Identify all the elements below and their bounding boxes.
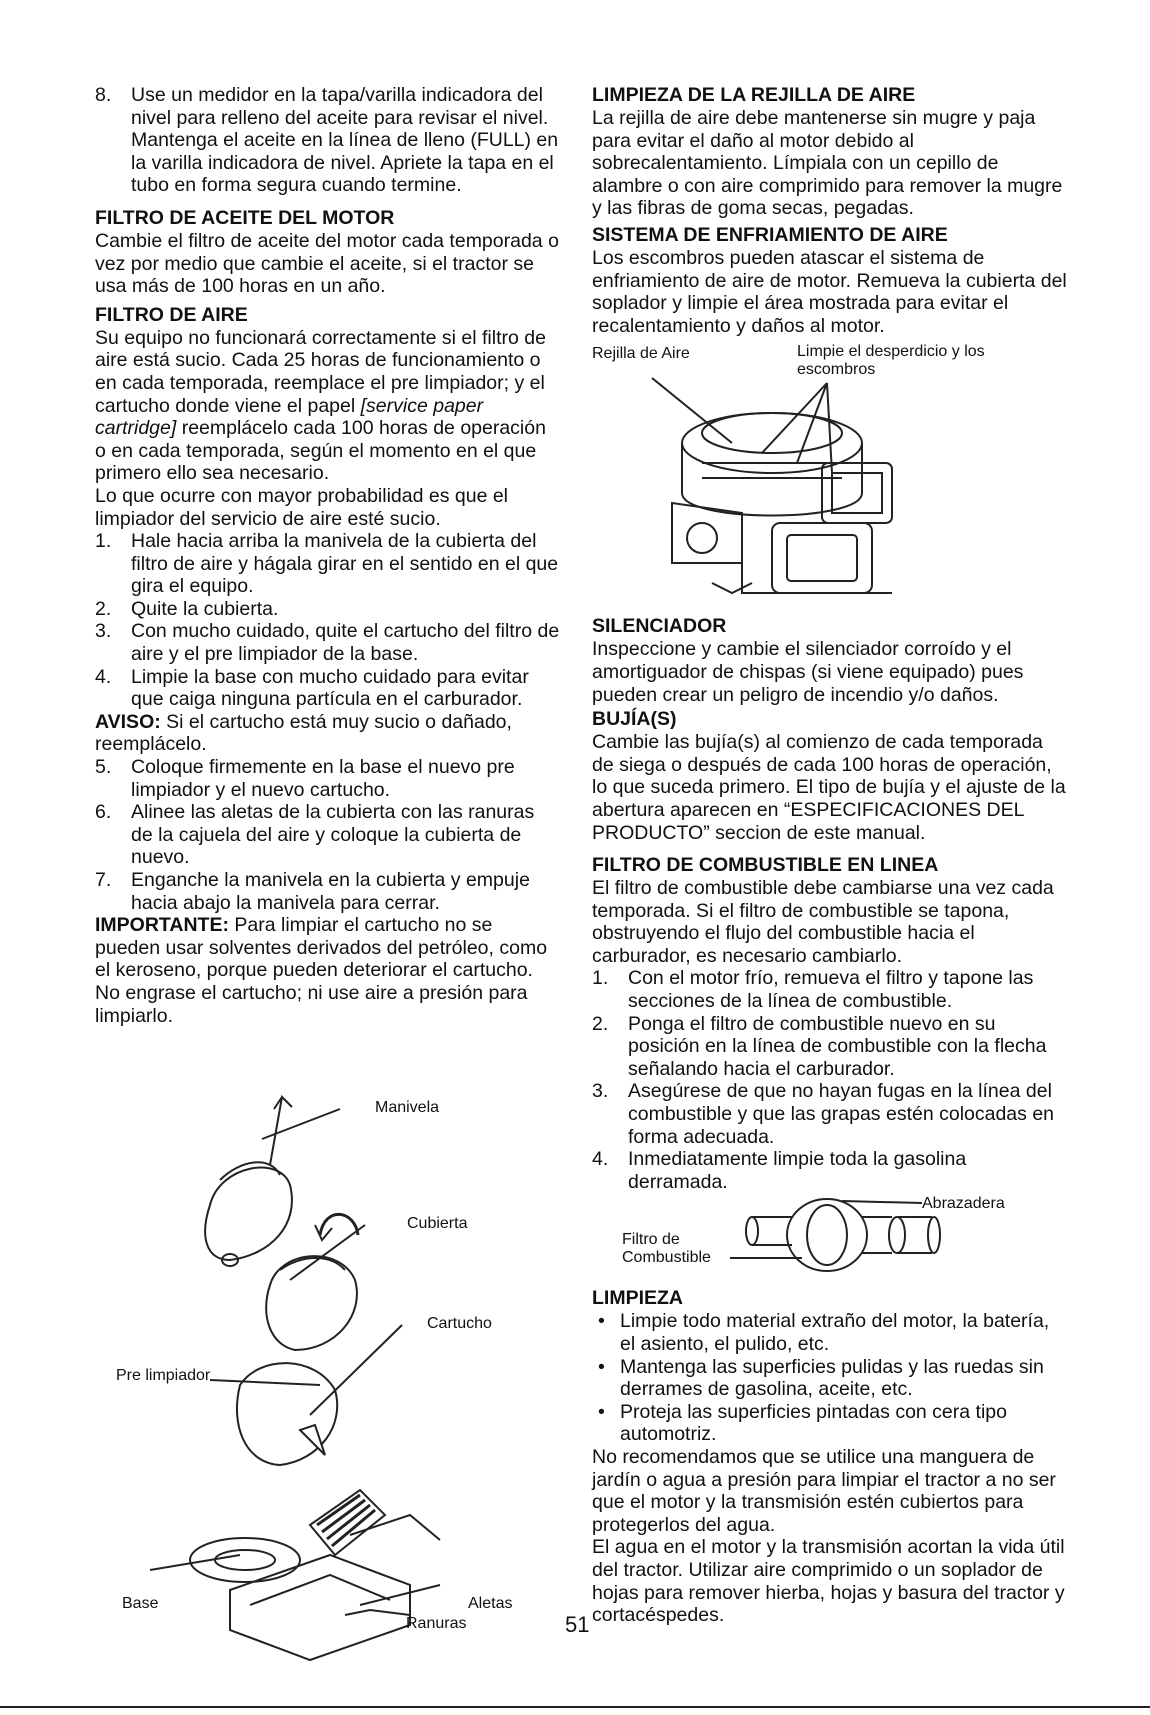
combustible-steps	[592, 967, 1067, 1193]
page-number: 51	[565, 1612, 590, 1637]
step-1: 1. Hale hacia arriba la manivela de la cubierta del filtro de aire y hágala girar en el sentido en el que gira el equipo.	[95, 530, 559, 598]
limpieza-bullet-3: • Proteja las superficies pintadas con cera tipo automotriz.	[598, 1400, 1007, 1446]
importante-note: IMPORTANTE: Para limpiar el cartucho no se pueden usar solventes derivados del petróleo, como el keroseno, porque pueden deteriorar el cartucho. No engrase el cartucho; ni use aire a presión para limpiarlo.	[95, 914, 548, 1027]
limpieza-bullets	[592, 1310, 1067, 1446]
limpieza-text-1: No recomendamos que se utilice una manguera de jardín o agua a presión para limpiar el tractor a no ser que el motor y la transmisión estén cubiertos para protegerlos del agua.	[592, 1445, 1056, 1536]
left-column	[95, 84, 560, 1027]
step-4: 4. Limpie la base con mucho cuidado para evitar que caiga ninguna partícula en el carburador.	[95, 665, 529, 711]
label-filtro-l1: Filtro de	[622, 1231, 680, 1249]
label-abrazadera: Abrazadera	[922, 1195, 1005, 1213]
enfriamiento-heading: SISTEMA DE ENFRIAMIENTO DE AIRE	[592, 223, 948, 246]
oil-filter-heading: FILTRO DE ACEITE DEL MOTOR	[95, 206, 395, 229]
air-filter-steps-b	[95, 756, 560, 914]
bujia-heading: BUJÍA(S)	[592, 708, 677, 731]
label-filtro-l2: Combustible	[622, 1249, 711, 1267]
label-aletas: Aletas	[468, 1595, 513, 1612]
label-base: Base	[122, 1595, 159, 1612]
label-manivela: Manivela	[375, 1099, 440, 1116]
aviso-note: AVISO: Si el cartucho está muy sucio o dañado, reemplácelo.	[95, 710, 512, 756]
label-ranuras: Ranuras	[406, 1615, 467, 1632]
air-filter-text-1: Su equipo no funcionará correctamente si el filtro de aire está sucio. Cada 25 horas de funcionamiento o en cada temporada, reemplace el pre limpiador; y el cartucho donde viene el papel [service paper cartridge] reemplácelo cada 100 horas de operación o en cada temporada, según el momento en el que primero ello sea necesario.	[95, 326, 546, 485]
limpieza-bullet-2: • Mantenga las superficies pulidas y las ruedas sin derrames de gasolina, aceite, etc.	[598, 1355, 1044, 1401]
silenciador-heading: SILENCIADOR	[592, 615, 727, 638]
fuel-step-1: 1. Con el motor frío, remueva el filtro y tapone las secciones de la línea de combustible.	[592, 967, 1034, 1013]
silenciador-text: Inspeccione y cambie el silenciador corroído y el amortiguador de chispas (si viene equipado) pues pueden crear un peligro de incendio y/o daños.	[592, 638, 1024, 706]
fuel-step-3: 3. Asegúrese de que no hayan fugas en la línea del combustible y que las grapas estén colocadas en forma adecuada.	[592, 1080, 1055, 1148]
air-filter-steps-a	[95, 530, 560, 711]
label-cartucho: Cartucho	[427, 1315, 492, 1332]
air-filter-heading: FILTRO DE AIRE	[95, 303, 248, 326]
fuel-step-4: 4. Inmediatamente limpie toda la gasolina derramada.	[592, 1148, 967, 1193]
step-6: 6. Alinee las aletas de la cubierta con las ranuras de la cajuela del aire y coloque la cubierta de nuevo.	[95, 801, 535, 869]
oil-filter-text: Cambie el filtro de aceite del motor cada temporada o vez por medio que cambie el aceite, si el tractor se usa más de 100 horas en un año.	[95, 229, 559, 298]
combustible-text: El filtro de combustible debe cambiarse una vez cada temporada. Si el filtro de combustible se tapona, obstruyendo el flujo del combustible hacia el carburador, es necesario cambiarlo.	[592, 877, 1054, 967]
fuel-filter-diagram	[592, 1193, 1067, 1281]
step-7: 7. Enganche la manivela en la cubierta y empuje hacia abajo la manivela para cerrar.	[95, 869, 530, 914]
rejilla-text: La rejilla de aire debe mantenerse sin mugre y paja para evitar el daño al motor debido al sobrecalentamiento. Límpiala con un cepillo de alambre o con aire comprimido para remover la mugre y las fibras de goma secas, pegadas.	[592, 107, 1063, 220]
air-filter-diagram	[110, 1085, 550, 1665]
bottom-rule	[0, 1706, 1150, 1708]
limpieza-bullet-1: • Limpie todo material extraño del motor, la batería, el asiento, el pulido, etc.	[598, 1310, 1050, 1355]
enfriamiento-text: Los escombros pueden atascar el sistema de enfriamiento de aire de motor. Remueva la cubierta del soplador y limpie el área mostrada para evitar el recalentamiento y daños al motor.	[592, 246, 1067, 337]
air-filter-text-2: Lo que ocurre con mayor probabilidad es que el limpiador del servicio de aire esté sucio.	[95, 484, 509, 530]
step-5: 5. Coloque firmemente en la base el nuevo pre limpiador y el nuevo cartucho.	[95, 756, 515, 801]
label-rejilla-de-aire: Rejilla de Aire	[592, 345, 690, 363]
step-2: 2. Quite la cubierta.	[95, 597, 279, 620]
engine-illustration	[592, 343, 1067, 613]
engine-diagram	[592, 343, 1067, 613]
label-limpie-desperdicio: Limpie el desperdicio y los escombros	[797, 343, 985, 379]
step-8-list	[95, 84, 560, 197]
bujia-text: Cambie las bujía(s) al comienzo de cada temporada de siega o después de cada 100 horas de operación, lo que suceda primero. El tipo de bujía y el ajuste de la abertura aparecen en “ESPECIFICACIONES DEL PRODUCTO” seccion de este manual.	[592, 731, 1066, 844]
step-8: 8. Use un medidor en la tapa/varilla indicadora del nivel para relleno del aceite para revisar el nivel. Mantenga el aceite en la línea de lleno (FULL) en la varilla indicadora de nivel. Apriete la tapa en el tubo en forma segura cuando termine.	[95, 84, 559, 197]
step-3: 3. Con mucho cuidado, quite el cartucho del filtro de aire y el pre limpiador de la base.	[95, 620, 560, 666]
label-cubierta: Cubierta	[407, 1215, 468, 1232]
limpieza-heading: LIMPIEZA	[592, 1287, 683, 1310]
limpieza-text-2: El agua en el motor y la transmisión acortan la vida útil del tractor. Utilizar aire comprimido o un soplador de hojas para remover hierba, hojas y basura del tractor y cortacéspedes.	[592, 1536, 1065, 1627]
right-column	[592, 84, 1067, 1627]
combustible-heading: FILTRO DE COMBUSTIBLE EN LINEA	[592, 854, 939, 877]
label-pre-limpiador: Pre limpiador	[116, 1367, 211, 1384]
fuel-step-2: 2. Ponga el filtro de combustible nuevo en su posición en la línea de combustible con la flecha señalando hacia el carburador.	[592, 1012, 1047, 1080]
fuel-filter-illustration	[592, 1193, 1067, 1281]
rejilla-heading: LIMPIEZA DE LA REJILLA DE AIRE	[592, 84, 916, 106]
